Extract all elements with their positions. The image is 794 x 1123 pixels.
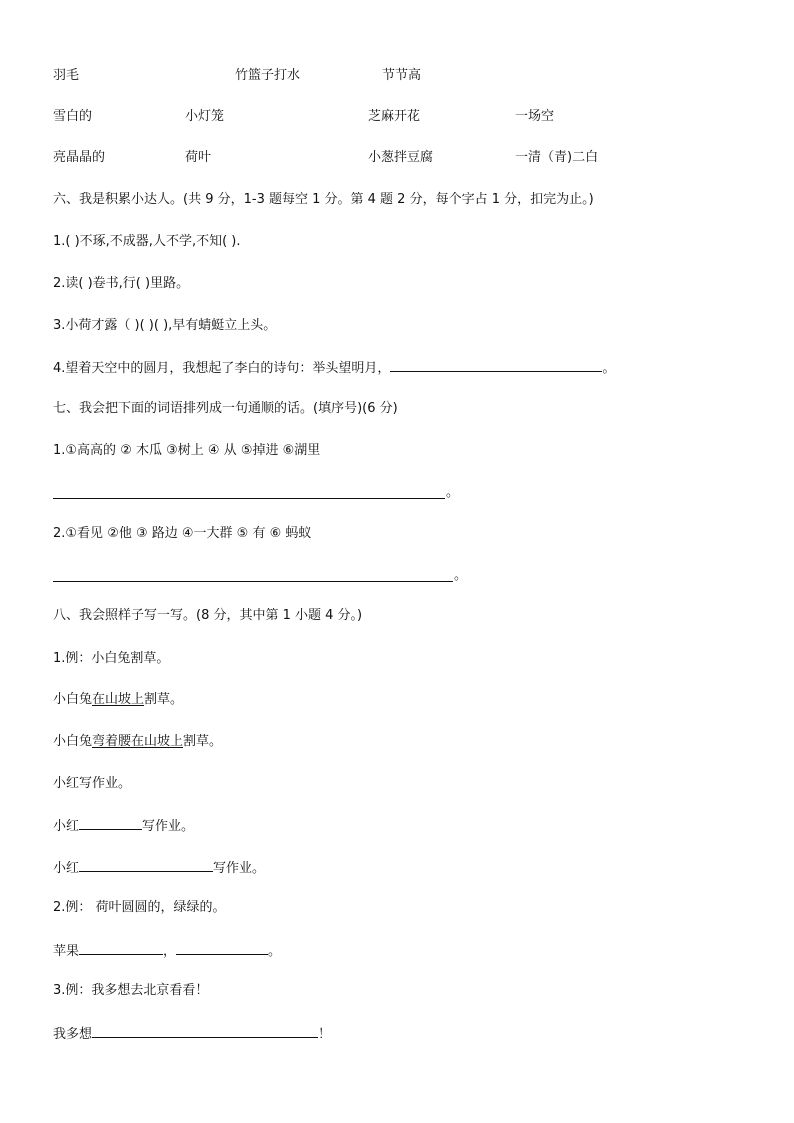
task-1-line-2 bbox=[53, 816, 194, 836]
word-cell: 羽毛 bbox=[53, 68, 80, 83]
section6-question-3: 3.小荷才露（ )( )( ),早有蜻蜓立上头。 bbox=[53, 318, 277, 333]
word-cell: 小灯笼 bbox=[185, 109, 225, 124]
comma: ， bbox=[163, 944, 177, 959]
text: 苹果 bbox=[53, 944, 80, 959]
end-mark: 。 bbox=[602, 361, 616, 376]
section7-heading: 七、我会把下面的词语排列成一句通顺的话。(填序号)(6 分) bbox=[53, 401, 398, 416]
underlined-text: 在山坡上 bbox=[92, 692, 145, 707]
word-cell: 一清（青)二白 bbox=[515, 150, 599, 165]
answer-line-end: 。 bbox=[454, 568, 468, 583]
section7-question-1: 1.①高高的 ② 木瓜 ③树上 ④ 从 ⑤掉进 ⑥湖里 bbox=[53, 443, 321, 458]
question-text: 4.望着天空中的圆月，我想起了李白的诗句：举头望明月， bbox=[53, 361, 391, 376]
answer-line-1[interactable] bbox=[53, 498, 445, 499]
task-1-line-3 bbox=[53, 858, 265, 878]
answer-blank[interactable] bbox=[390, 358, 602, 372]
answer-line-end: 。 bbox=[446, 485, 460, 500]
word-cell: 荷叶 bbox=[185, 150, 212, 165]
example-3-label: 3.例：我多想去北京看看！ bbox=[53, 983, 209, 998]
section6-question-2: 2.读( )卷书,行( )里路。 bbox=[53, 276, 190, 291]
word-cell: 亮晶晶的 bbox=[53, 150, 106, 165]
word-cell: 一场空 bbox=[515, 109, 555, 124]
section6-heading: 六、我是积累小达人。(共 9 分，1-3 题每空 1 分。第 4 题 2 分，每个字占 1 分，扣完为止。) bbox=[53, 192, 594, 207]
example-1-label: 1.例：小白兔割草。 bbox=[53, 651, 170, 666]
text: 我多想 bbox=[53, 1027, 93, 1042]
text: 割草。 bbox=[144, 692, 184, 707]
answer-blank[interactable] bbox=[79, 816, 142, 830]
task-1-line-1: 小红写作业。 bbox=[53, 776, 132, 791]
section7-question-2: 2.①看见 ②他 ③ 路边 ④一大群 ⑤ 有 ⑥ 蚂蚁 bbox=[53, 526, 312, 541]
text: 割草。 bbox=[183, 734, 223, 749]
text: 小红 bbox=[53, 861, 80, 876]
text: 小白兔 bbox=[53, 692, 93, 707]
word-cell: 芝麻开花 bbox=[368, 109, 421, 124]
word-cell: 节节高 bbox=[382, 68, 422, 83]
text: 小红 bbox=[53, 819, 80, 834]
task-2 bbox=[53, 941, 281, 961]
word-cell: 竹篮子打水 bbox=[235, 68, 301, 83]
section6-question-4 bbox=[53, 358, 615, 378]
answer-blank[interactable] bbox=[79, 941, 163, 955]
answer-blank[interactable] bbox=[79, 858, 213, 872]
answer-line-2[interactable] bbox=[53, 581, 453, 582]
underlined-text: 弯着腰在山坡上 bbox=[92, 734, 184, 749]
example-1-line-2 bbox=[53, 691, 183, 709]
word-cell: 雪白的 bbox=[53, 109, 93, 124]
example-1-line-3 bbox=[53, 733, 222, 751]
section8-heading: 八、我会照样子写一写。(8 分，其中第 1 小题 4 分。) bbox=[53, 608, 363, 623]
end-mark: ！ bbox=[318, 1027, 332, 1042]
end-mark: 。 bbox=[268, 944, 282, 959]
task-3 bbox=[53, 1024, 331, 1044]
example-2-label: 2.例： 荷叶圆圆的，绿绿的。 bbox=[53, 900, 226, 915]
section6-question-1: 1.( )不琢,不成器,人不学,不知( ). bbox=[53, 234, 241, 249]
text: 写作业。 bbox=[142, 819, 195, 834]
text: 写作业。 bbox=[213, 861, 266, 876]
answer-blank[interactable] bbox=[92, 1024, 318, 1038]
text: 小白兔 bbox=[53, 734, 93, 749]
word-cell: 小葱拌豆腐 bbox=[368, 150, 434, 165]
answer-blank[interactable] bbox=[176, 941, 268, 955]
